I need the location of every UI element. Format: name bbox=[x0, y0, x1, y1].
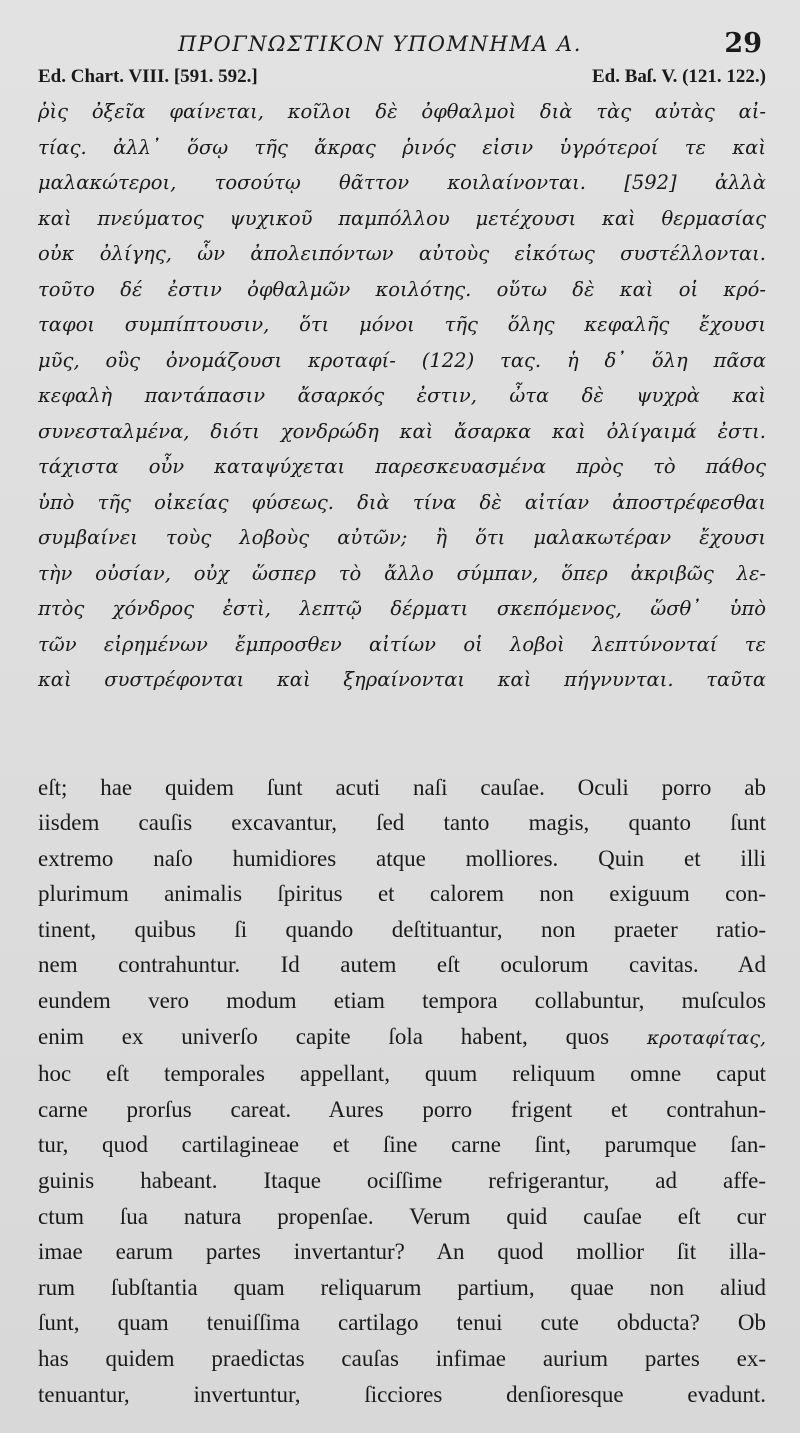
greek-text-line: τὴν οὐσίαν, οὐχ ὥσπερ τὸ ἄλλο σύμπαν, ὅπερ ἀκριβῶς λε- bbox=[38, 561, 766, 585]
page-number: 29 bbox=[724, 28, 762, 59]
greek-text-line: οὐκ ὀλίγης, ὧν ἀπολειπόντων αὐτοὺς εἰκότως συστέλλονται. bbox=[38, 242, 766, 265]
greek-text-block bbox=[38, 94, 766, 698]
greek-text-line: τοῦτο δέ ἐστιν ὀφθαλμῶν κοιλότης. οὕτω δὲ καὶ οἱ κρό- bbox=[38, 277, 766, 301]
latin-text-line: has quidem praedictas cauſas infimae aurium partes ex- bbox=[38, 1346, 766, 1371]
latin-text-line: ſunt, quam tenuiſſima cartilago tenui cute obducta? Ob bbox=[38, 1310, 766, 1336]
running-title: ΠΡΟΓΝΩΣΤΙΚΟΝ ΥΠΟΜΝΗΜΑ Α. bbox=[178, 32, 582, 56]
latin-text-line: eſt; hae quidem ſunt acuti naſi cauſae. Oculi porro ab bbox=[38, 774, 766, 800]
greek-text-line: συμβαίνει τοὺς λοβοὺς αὐτῶν; ἢ ὅτι μαλακωτέραν ἔχουσι bbox=[38, 526, 766, 549]
latin-text-line: rum ſubſtantia quam reliquarum partium, quae non aliud bbox=[38, 1274, 766, 1300]
greek-text-line: μαλακώτεροι, τοσούτῳ θᾶττον κοιλαίνονται. [592] ἀλλὰ bbox=[38, 171, 766, 194]
latin-text-line: guinis habeant. Itaque ociſſime refrigerantur, ad affe- bbox=[38, 1168, 766, 1194]
greek-text-line: κεφαλὴ παντάπασιν ἄσαρκός ἐστιν, ὦτα δὲ ψυχρὰ καὶ bbox=[38, 384, 766, 407]
latin-text-line: nem contrahuntur. Id autem eſt oculorum cavitas. Ad bbox=[38, 952, 766, 978]
latin-text-line bbox=[38, 1019, 766, 1057]
latin-text-line: ctum ſua natura propenſae. Verum quid cauſae eſt cur bbox=[38, 1203, 766, 1229]
greek-text-line: τῶν εἰρημένων ἔμπροσθεν αἰτίων οἱ λοβοὶ λεπτύνονταί τε bbox=[38, 632, 766, 656]
greek-text-line: ὑπὸ τῆς οἰκείας φύσεως. διὰ τίνα δὲ αἰτίαν ἀποστρέφεσθαι bbox=[38, 490, 766, 514]
greek-text-line: μῦς, οὓς ὀνομάζουσι κροταφί- (122) τας. ἡ δ᾽ ὅλη πᾶσα bbox=[38, 348, 766, 372]
greek-text-line: συνεσταλμένα, διότι χονδρώδη καὶ ἄσαρκα καὶ ὀλίγαιμά ἐστι. bbox=[38, 419, 766, 443]
latin-text-line: extremo naſo humidiores atque molliores. Quin et illi bbox=[38, 845, 766, 871]
greek-text-line: καὶ πνεύματος ψυχικοῦ παμπόλλου μετέχουσι καὶ θερμασίας bbox=[38, 206, 766, 230]
latin-text-line: imae earum partes invertantur? An quod mollior ſit illa- bbox=[38, 1239, 766, 1265]
latin-text-line: tur, quod cartilagineae et ſine carne ſint, parumque ſan- bbox=[38, 1132, 766, 1158]
latin-text-line: tinent, quibus ſi quando deſtituantur, non praeter ratio- bbox=[38, 916, 766, 942]
latin-text-line: plurimum animalis ſpiritus et calorem non exiguum con- bbox=[38, 881, 766, 907]
greek-term: κροταφίτας, bbox=[646, 1026, 766, 1049]
greek-text-line: ῥὶς ὀξεῖα φαίνεται, κοῖλοι δὲ ὀφθαλμοὶ διὰ τὰς αὐτὰς αἰ- bbox=[38, 100, 766, 123]
latin-text-segment: enim ex univerſo capite ſola habent, quos bbox=[38, 1023, 610, 1049]
edition-reference-line bbox=[38, 66, 766, 92]
latin-text-line: iisdem cauſis excavantur, ſed tanto magis, quanto ſunt bbox=[38, 810, 766, 836]
greek-text-line: τάχιστα οὖν καταψύχεται παρεσκευασμένα πρὸς τὸ πάθος bbox=[38, 455, 766, 478]
latin-text-line: eundem vero modum etiam tempora collabuntur, muſculos bbox=[38, 988, 766, 1014]
page-header bbox=[38, 26, 766, 66]
greek-text-line: καὶ συστρέφονται καὶ ξηραίνονται καὶ πήγνυνται. ταῦτα bbox=[38, 668, 766, 691]
latin-text-line: tenuantur, invertuntur, ſicciores denſioresque evadunt. bbox=[38, 1381, 766, 1407]
section-gap bbox=[38, 698, 766, 770]
latin-text-line: hoc eſt temporales appellant, quum reliquum omne caput bbox=[38, 1061, 766, 1087]
edition-basel-ref: Ed. Baſ. V. (121. 122.) bbox=[591, 66, 766, 87]
greek-text-line: πτὸς χόνδρος ἐστὶ, λεπτῷ δέρματι σκεπόμενος, ὥσθ᾽ ὑπὸ bbox=[38, 597, 766, 620]
greek-text-line: ταφοι συμπίπτουσιν, ὅτι μόνοι τῆς ὅλης κεφαλῆς ἔχουσι bbox=[38, 313, 766, 336]
edition-chartier-ref: Ed. Chart. VIII. [591. 592.] bbox=[38, 66, 258, 87]
latin-text-line: carne prorſus careat. Aures porro frigent et contrahun- bbox=[38, 1096, 766, 1122]
greek-text-line: τίας. ἀλλ᾽ ὅσῳ τῆς ἄκρας ῥινός εἰσιν ὑγρότεροί τε καὶ bbox=[38, 135, 766, 159]
latin-text-block bbox=[38, 770, 766, 1413]
